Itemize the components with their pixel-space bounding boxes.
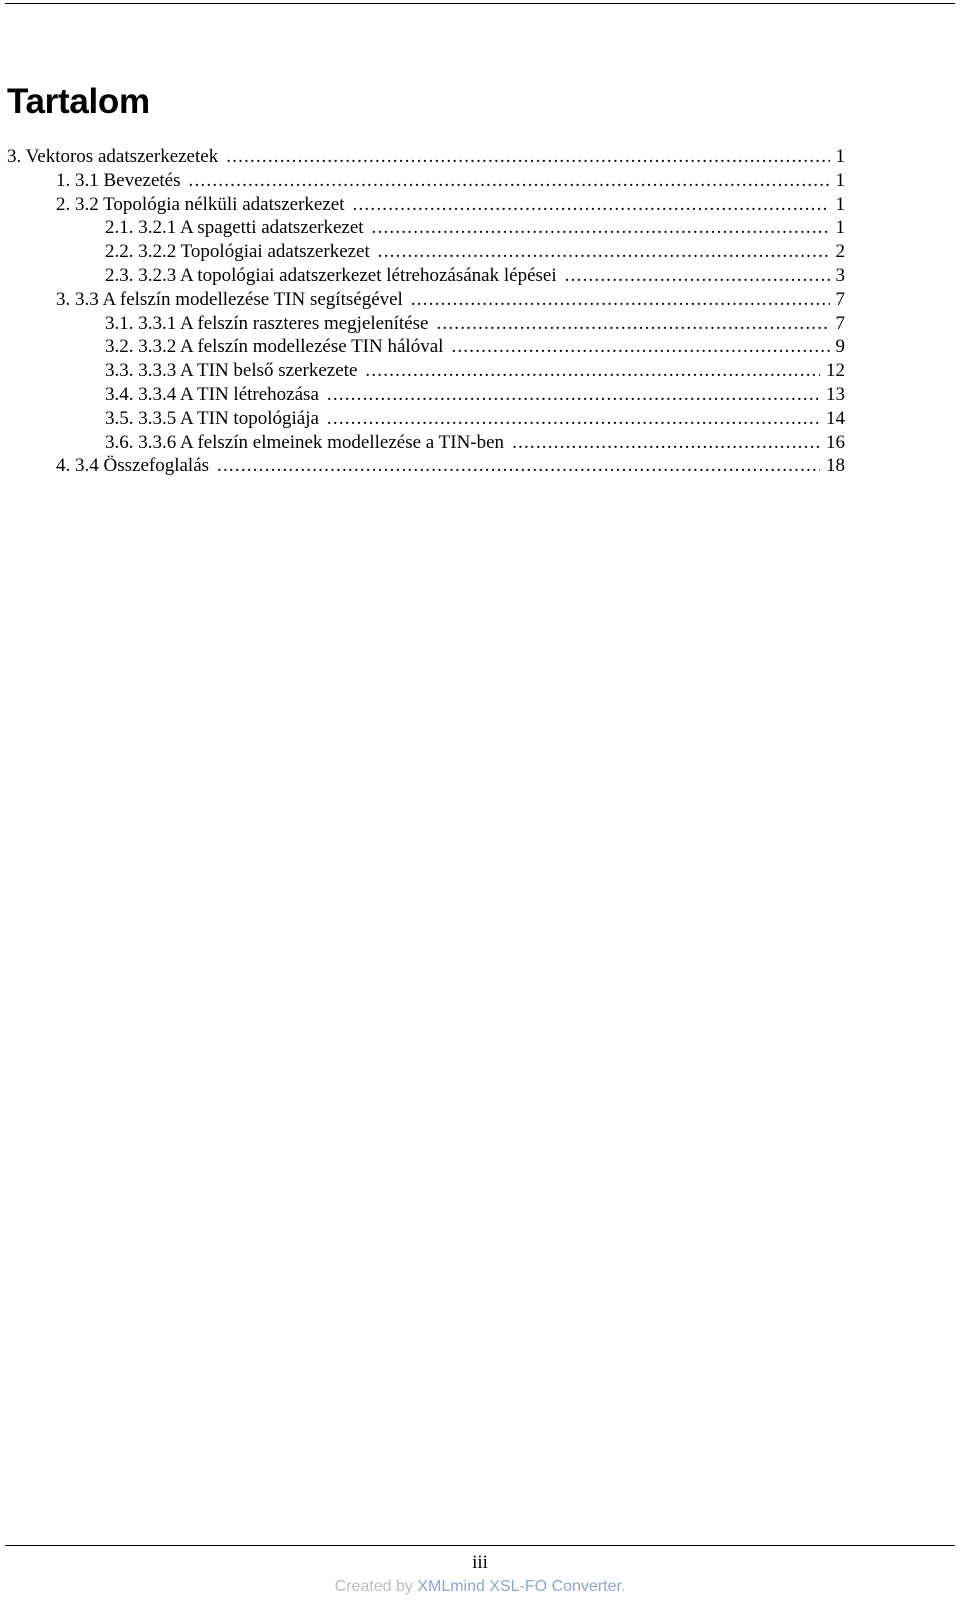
toc-entry-title: 4. 3.4 Összefoglalás	[56, 455, 210, 476]
toc-entry[interactable]	[105, 313, 845, 337]
toc-entry-page: 12	[826, 360, 845, 381]
toc-entry[interactable]	[105, 336, 845, 360]
toc-entry-page: 1	[835, 217, 845, 238]
toc-entry-title: 1. 3.1 Bevezetés	[56, 170, 181, 191]
converter-link[interactable]: XMLmind XSL-FO Converter	[417, 1578, 621, 1595]
toc-leader-dots	[327, 384, 820, 406]
page-title: Tartalom	[7, 82, 150, 121]
toc-entry-title: 3.6. 3.3.6 A felszín elmeinek modellezése a TIN-ben	[105, 432, 505, 453]
toc-entry[interactable]	[56, 289, 845, 313]
toc-entry-page: 13	[826, 384, 845, 405]
toc-entry-title: 3. Vektoros adatszerkezetek	[7, 146, 219, 167]
toc-leader-dots	[365, 360, 820, 382]
toc-entry-title: 3.5. 3.3.5 A TIN topológiája	[105, 408, 319, 429]
toc-entry-title: 3. 3.3 A felszín modellezése TIN segítségével	[56, 289, 403, 310]
toc-entry-title: 2. 3.2 Topológia nélküli adatszerkezet	[56, 194, 345, 215]
toc-entry-page: 2	[835, 241, 845, 262]
footer-rule	[5, 1545, 955, 1546]
toc-leader-dots	[378, 241, 830, 263]
toc-entry-page: 3	[835, 265, 845, 286]
top-rule	[5, 3, 955, 4]
toc-leader-dots	[411, 289, 830, 311]
toc-entry[interactable]	[105, 408, 845, 432]
toc-entry-page: 14	[826, 408, 845, 429]
toc-entry-page: 9	[835, 336, 845, 357]
toc-entry[interactable]	[56, 194, 845, 218]
toc-entry-title: 2.1. 3.2.1 A spagetti adatszerkezet	[105, 217, 364, 238]
toc-leader-dots	[189, 170, 830, 192]
toc-entry-page: 16	[826, 432, 845, 453]
page-number: iii	[472, 1552, 488, 1573]
toc-entry-page: 7	[835, 313, 845, 334]
toc-entry[interactable]	[56, 455, 845, 479]
toc-leader-dots	[372, 217, 830, 239]
toc-entry[interactable]	[105, 217, 845, 241]
toc-entry-page: 1	[835, 170, 845, 191]
toc-entry-title: 3.4. 3.3.4 A TIN létrehozása	[105, 384, 319, 405]
toc-entry[interactable]	[105, 241, 845, 265]
toc-leader-dots	[226, 146, 829, 168]
toc-entry-page: 1	[835, 146, 845, 167]
toc-entry[interactable]	[105, 432, 845, 456]
toc-leader-dots	[512, 432, 820, 454]
toc-entry[interactable]	[7, 146, 845, 170]
toc-leader-dots	[217, 455, 820, 477]
toc-entry-title: 3.2. 3.3.2 A felszín modellezése TIN hálóval	[105, 336, 444, 357]
toc-leader-dots	[436, 313, 829, 335]
footer-prefix: Created by	[334, 1578, 418, 1595]
toc-entry-page: 7	[835, 289, 845, 310]
footer-suffix: .	[620, 1578, 626, 1595]
toc-leader-dots	[327, 408, 820, 430]
toc-leader-dots	[451, 336, 829, 358]
toc-entry-title: 3.1. 3.3.1 A felszín raszteres megjelenítése	[105, 313, 429, 334]
converter-footer	[0, 1578, 960, 1596]
toc-entry-title: 2.3. 3.2.3 A topológiai adatszerkezet létrehozásának lépései	[105, 265, 557, 286]
toc-entry[interactable]	[105, 360, 845, 384]
toc-entry[interactable]	[56, 170, 845, 194]
toc-entry-page: 1	[835, 194, 845, 215]
toc-entry-title: 2.2. 3.2.2 Topológiai adatszerkezet	[105, 241, 370, 262]
toc-entry-page: 18	[826, 455, 845, 476]
toc-entry[interactable]	[105, 265, 845, 289]
toc-entry-title: 3.3. 3.3.3 A TIN belső szerkezete	[105, 360, 358, 381]
toc-leader-dots	[353, 194, 830, 216]
toc-leader-dots	[565, 265, 830, 287]
toc-entry[interactable]	[105, 384, 845, 408]
